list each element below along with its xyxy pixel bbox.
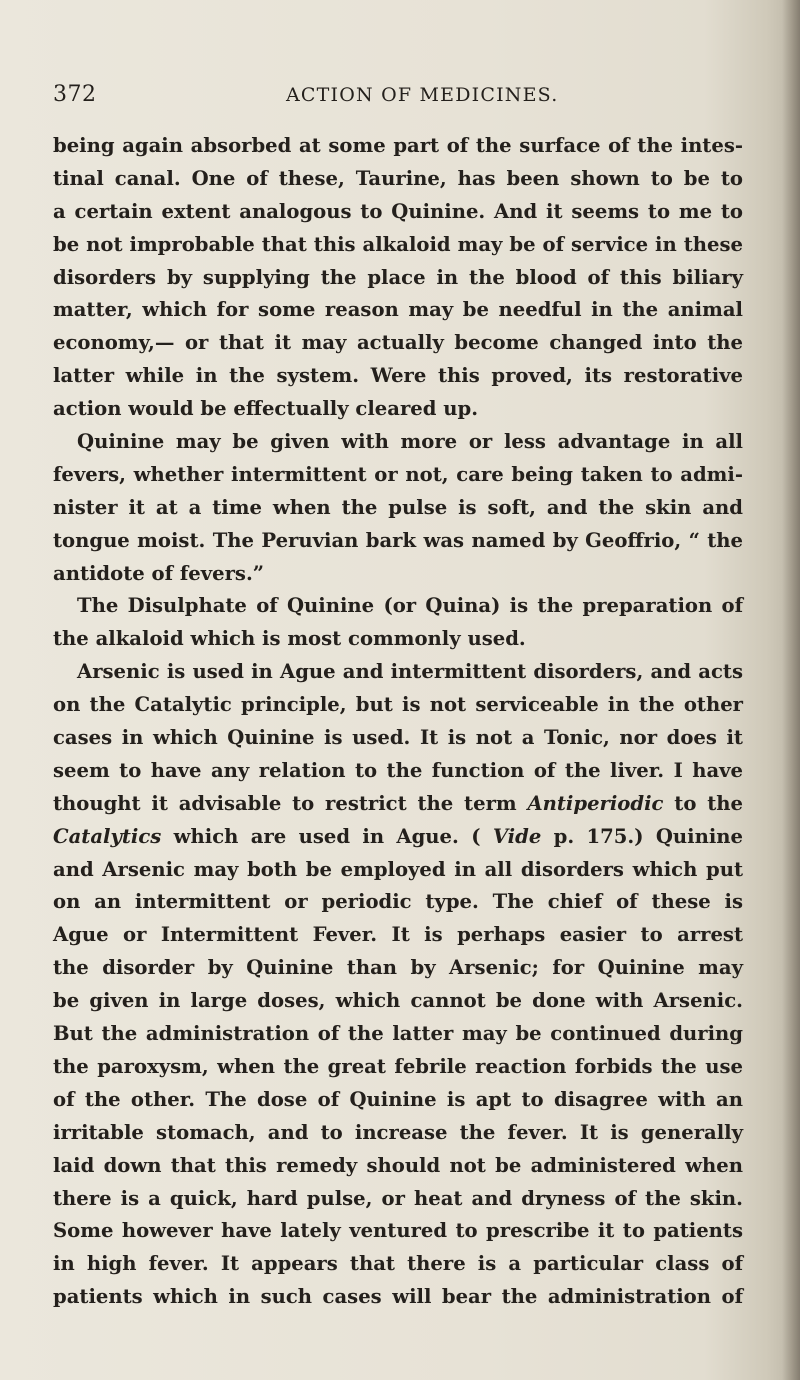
text-line: matter, which for some reason may be needful in the animal bbox=[53, 298, 743, 322]
text-line: economy,— or that it may actually become changed into the bbox=[53, 331, 743, 355]
text-line: cases in which Quinine is used. It is not a Tonic, nor does it bbox=[53, 726, 743, 750]
page-header bbox=[53, 82, 743, 114]
page-edge-shadow bbox=[782, 0, 800, 1380]
italic-term: Catalytics bbox=[53, 824, 162, 848]
text-run: thought it advisable to restrict the term bbox=[53, 791, 528, 815]
text-line: nister it at a time when the pulse is soft, and the skin and bbox=[53, 495, 743, 519]
body-text bbox=[53, 130, 743, 1314]
text-line: Ague or Intermittent Fever. It is perhaps easier to arrest bbox=[53, 923, 743, 947]
text-run: which are used in Ague. ( bbox=[161, 824, 493, 848]
page-number: 372 bbox=[53, 82, 97, 107]
text-line: seem to have any relation to the function of the liver. I have bbox=[53, 758, 743, 782]
text-line bbox=[53, 821, 743, 854]
text-line: antidote of fevers.” bbox=[53, 561, 265, 585]
text-line: the disorder by Quinine than by Arsenic; for Quinine may bbox=[53, 956, 743, 980]
text-line: of the other. The dose of Quinine is apt to disagree with an bbox=[53, 1087, 743, 1111]
text-line: the alkaloid which is most commonly used. bbox=[53, 627, 526, 651]
text-line: on the Catalytic principle, but is not serviceable in the other bbox=[53, 693, 743, 717]
running-head: ACTION OF MEDICINES. bbox=[286, 84, 559, 106]
text-line: Quinine may be given with more or less advantage in all bbox=[77, 430, 743, 454]
text-line: tongue moist. The Peruvian bark was named by Geoffrio, “ the bbox=[53, 528, 743, 552]
text-line: patients which in such cases will bear the administration of bbox=[53, 1285, 743, 1309]
text-line: But the administration of the latter may be continued during bbox=[53, 1022, 743, 1046]
text-line: and Arsenic may both be employed in all disorders which put bbox=[53, 857, 743, 881]
text-line: Arsenic is used in Ague and intermittent disorders, and acts bbox=[77, 660, 743, 684]
text-line: The Disulphate of Quinine (or Quina) is the preparation of bbox=[77, 594, 743, 618]
text-line: latter while in the system. Were this proved, its restorative bbox=[53, 364, 743, 388]
text-line: be not improbable that this alkaloid may be of service in these bbox=[53, 232, 743, 256]
italic-term: Antiperiodic bbox=[527, 791, 664, 815]
text-run: to the bbox=[663, 791, 743, 815]
text-line: action would be effectually cleared up. bbox=[53, 397, 479, 421]
text-run: p. 175.) Quinine bbox=[541, 824, 743, 848]
text-line: a certain extent analogous to Quinine. And it seems to me to bbox=[53, 199, 743, 223]
text-line: be given in large doses, which cannot be done with Arsenic. bbox=[53, 989, 743, 1013]
text-line: on an intermittent or periodic type. The chief of these is bbox=[53, 890, 743, 914]
text-line: laid down that this remedy should not be administered when bbox=[53, 1153, 743, 1177]
text-line: being again absorbed at some part of the surface of the intes- bbox=[53, 134, 743, 157]
text-line: tinal canal. One of these, Taurine, has been shown to be to bbox=[53, 166, 743, 190]
text-line: in high fever. It appears that there is a particular class of bbox=[53, 1252, 743, 1276]
text-line: the paroxysm, when the great febrile reaction forbids the use bbox=[53, 1054, 743, 1078]
text-line: Some however have lately ventured to prescribe it to patients bbox=[53, 1219, 743, 1243]
text-line: disorders by supplying the place in the blood of this biliary bbox=[53, 265, 743, 289]
text-line: fevers, whether intermittent or not, care being taken to admi- bbox=[53, 462, 743, 486]
text-line bbox=[53, 788, 743, 821]
text-line: there is a quick, hard pulse, or heat and dryness of the skin. bbox=[53, 1186, 743, 1210]
text-line: irritable stomach, and to increase the fever. It is generally bbox=[53, 1120, 743, 1144]
italic-term: Vide bbox=[492, 824, 542, 848]
